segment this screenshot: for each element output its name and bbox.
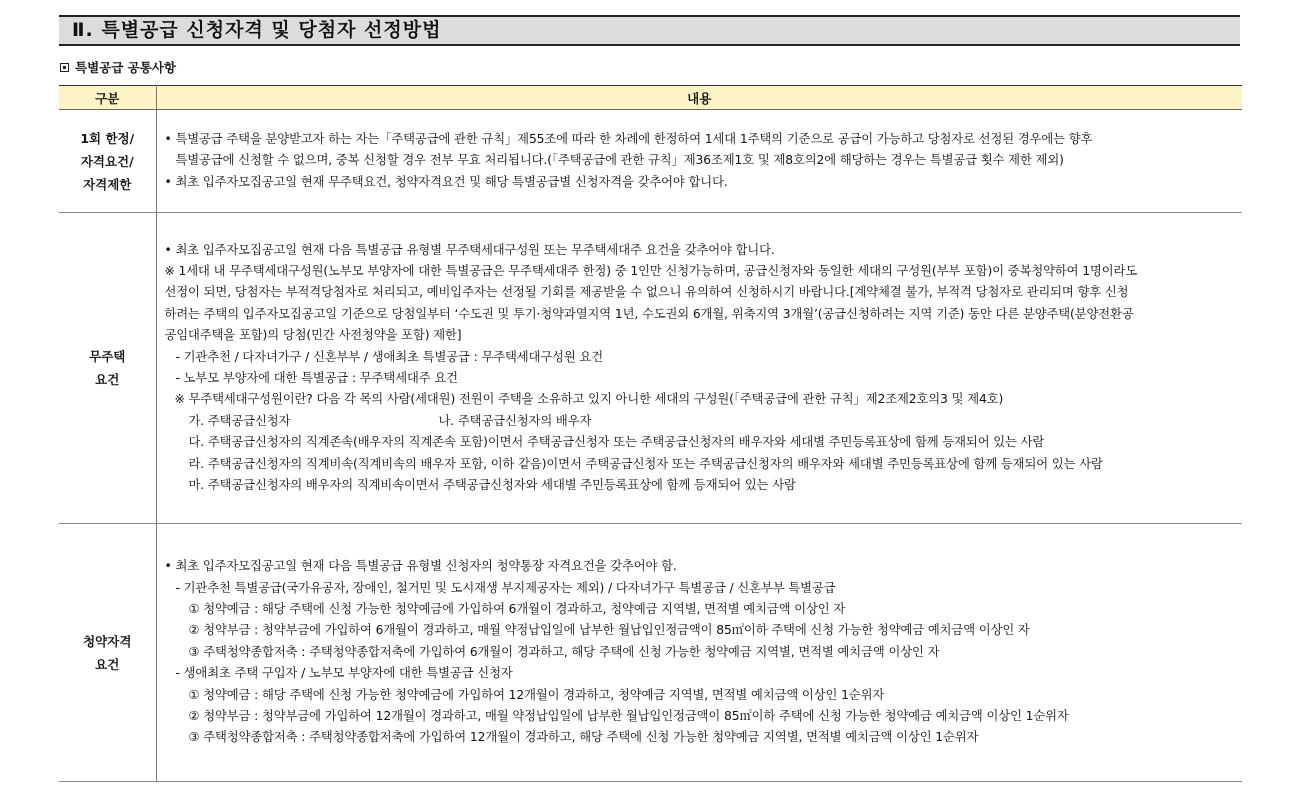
list-item: ② 청약부금 : 청약부금에 가입하여 6개월이 경과하고, 매월 약정납입일에 납부한 월납입인정금액이 85㎡이하 주택에 신청 가능한 청약예금 예치금액 이상인 자 [188,623,1030,638]
dash-item: - 기관추천 / 다자녀가구 / 신혼부부 / 생애최초 특별공급 : 무주택세대구성원 요건 [175,349,604,364]
row-category [59,524,156,782]
row-category-line: 요건 [95,372,120,387]
row-category-line: 청약자격 [83,633,132,649]
item-ma: 마. 주택공급신청자의 배우자의 직계비속이면서 주택공급신청자와 세대별 주민등록표상에 함께 등재되어 있는 사람 [188,478,796,493]
table-row-one-time-limit [59,110,1242,213]
list-item: ③ 주택청약종합저축 : 주택청약종합저축에 가입하여 12개월이 경과하고, 해당 주택에 신청 가능한 청약예금 지역별, 면적별 예치금액 이상인 1순위자 [188,730,979,745]
note-line: ※ 1세대 내 무주택세대구성원(노부모 부양자에 대한 특별공급은 무주택세대주 한정) 중 1인만 신청가능하며, 공급신청자와 동일한 세대의 구성원(부부 포함)이 중복청약하여 1명이라도 [164,263,1138,278]
group-title: - 생애최초 주택 구입자 / 노부모 부양자에 대한 특별공급 신청자 [175,666,513,681]
section-title: Ⅱ. 특별공급 신청자격 및 당첨자 선정방법 [59,15,1240,46]
content-line: • 특별공급 주택을 분양받고자 하는 자는「주택공급에 관한 규칙」제55조에 따라 한 차례에 한정하여 1세대 1주택의 기준으로 공급이 가능하고 당첨자로 선정된 경우에는 향후 [164,131,1093,146]
table-row-subscription-qualification [59,524,1242,782]
definition-line: ※ 무주택세대구성원이란? 다음 각 목의 사람(세대원) 전원이 주택을 소유하고 있지 아니한 세대의 구성원(「주택공급에 관한 규칙」제2조제2호의3 및 제4호) [174,392,1004,407]
note-line: 하려는 주택의 입주자모집공고일 기준으로 당첨일부터 ‘수도권 및 투기·청약과열지역 1년, 수도권외 6개월, 위축지역 3개월’(공급신청하려는 지역 기준) 동안 다른 분양주택(분양전환공 [164,306,1134,321]
content-line: • 최초 입주자모집공고일 현재 다음 특별공급 유형별 신청자의 청약통장 자격요건을 갖추어야 함. [164,559,677,574]
note-line: 선정이 되면, 당첨자는 부적격당첨자로 처리되고, 예비입주자는 선정될 기회를 제공받을 수 없으니 유의하여 신청하시기 바랍니다.[계약체결 불가, 부적격 당첨자로 관리되며 향후 신청 [164,285,1129,300]
item-da: 다. 주택공급신청자의 직계존속(배우자의 직계존속 포함)이면서 주택공급신청자 또는 주택공급신청자의 배우자와 세대별 주민등록표상에 함께 등재되어 있는 사람 [188,435,1045,450]
list-item: ① 청약예금 : 해당 주택에 신청 가능한 청약예금에 가입하여 6개월이 경과하고, 청약예금 지역별, 면적별 예치금액 이상인 자 [188,601,846,616]
item-ga: 가. 주택공급신청자 [188,413,291,428]
header-content: 내용 [156,86,1242,110]
item-pair [165,411,1237,432]
list-item: ① 청약예금 : 해당 주택에 신청 가능한 청약예금에 가입하여 12개월이 경과하고, 청약예금 지역별, 면적별 예치금액 이상인 1순위자 [188,687,885,702]
content-line: • 최초 입주자모집공고일 현재 무주택요건, 청약자격요건 및 해당 특별공급별 신청자격을 갖추어야 합니다. [164,174,728,189]
row-content [156,524,1242,782]
item-na: 나. 주택공급신청자의 배우자 [438,413,592,428]
common-requirements-table [59,85,1242,782]
group-title: - 기관추천 특별공급(국가유공자, 장애인, 철거민 및 도시재생 부지제공자는 제외) / 다자녀가구 특별공급 / 신혼부부 특별공급 [175,580,836,595]
row-category [59,213,156,524]
header-category: 구분 [59,86,156,110]
table-header-row [59,86,1242,110]
content-line: 특별공급에 신청할 수 없으며, 중복 신청할 경우 전부 무효 처리됩니다.(「주택공급에 관한 규칙」제36조제1호 및 제8호의2에 해당하는 경우는 특별공급 횟수 제한 제외) [175,153,1064,168]
square-bullet-icon [60,63,69,72]
content-line: • 최초 입주자모집공고일 현재 다음 특별공급 유형별 무주택세대구성원 또는 무주택세대주 요건을 갖추어야 합니다. [164,242,775,257]
row-content [156,213,1242,524]
item-ra: 라. 주택공급신청자의 직계비속(직계비속의 배우자 포함, 이하 같음)이면서 주택공급신청자 또는 주택공급신청자의 배우자와 세대별 주민등록표상에 함께 등재되어 있는 사람 [188,456,1103,471]
row-category [59,110,156,213]
row-content [156,110,1242,213]
list-item: ③ 주택청약종합저축 : 주택청약종합저축에 가입하여 6개월이 경과하고, 해당 주택에 신청 가능한 청약예금 지역별, 면적별 예치금액 이상인 자 [188,644,940,659]
row-category-line: 1회 한정/ [80,130,135,146]
note-line: 공임대주택을 포함)의 당첨(민간 사전청약을 포함) 제한] [164,328,462,343]
row-category-line: 자격요건/ [80,153,134,169]
subheading [60,60,176,76]
table-row-homeless [59,213,1242,524]
row-category-line: 무주택 [89,349,126,364]
row-category-line: 자격제한 [83,176,132,192]
dash-item: - 노부모 부양자에 대한 특별공급 : 무주택세대주 요건 [175,371,458,385]
list-item: ② 청약부금 : 청약부금에 가입하여 12개월이 경과하고, 매월 약정납입일에 납부한 월납입인정금액이 85㎡이하 주택에 신청 가능한 청약예금 예치금액 이상인 1순위자 [188,709,1069,724]
subheading-text: 특별공급 공통사항 [75,60,176,75]
row-category-line: 요건 [95,656,120,672]
